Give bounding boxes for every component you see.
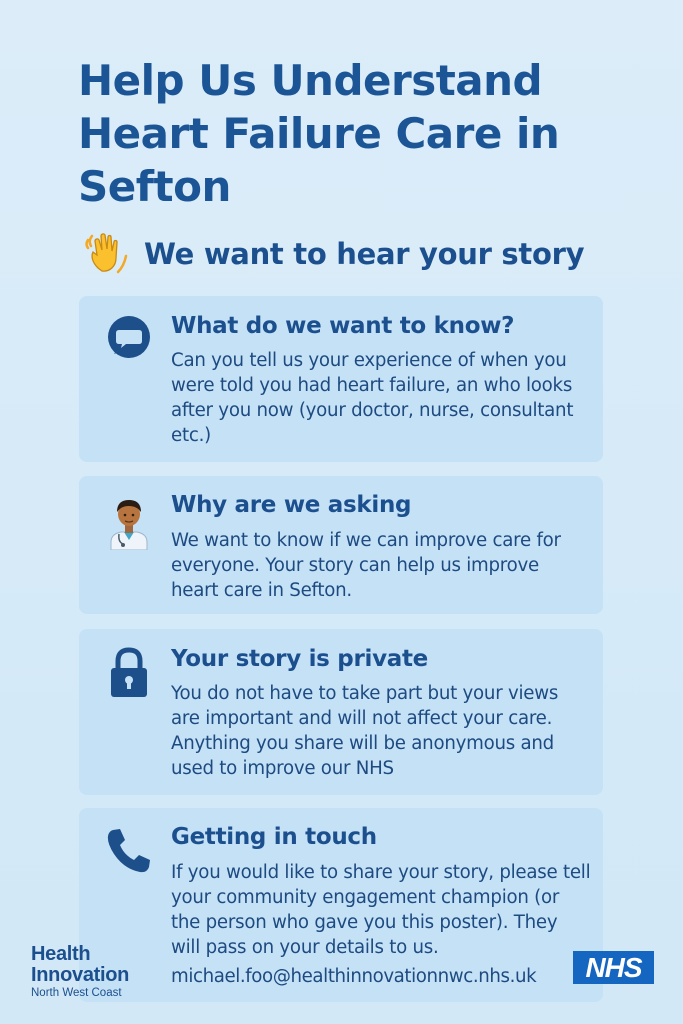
card-getting-in-touch: [79, 808, 603, 1002]
card-heading: Why are we asking: [171, 492, 412, 518]
nhs-logo-text: NHS: [585, 951, 642, 983]
logo-line-3: North West Coast: [31, 987, 122, 999]
contact-email-link[interactable]: michael.foo@healthinnovationnwc.nhs.uk: [171, 966, 537, 987]
logo-line-2: Innovation: [31, 964, 130, 986]
phone-icon: [103, 826, 155, 878]
card-body: We want to know if we can improve care for everyone. Your story can help us improve heart care in Sefton.: [171, 530, 561, 601]
padlock-icon: [103, 647, 155, 699]
speech-bubble-icon: [103, 314, 155, 366]
logo-line-1: Health: [31, 943, 91, 965]
card-what-we-want-to-know: [79, 296, 603, 462]
waving-hand-icon: [82, 228, 130, 280]
card-heading: Your story is private: [171, 646, 428, 672]
card-body: You do not have to take part but your views are important and will not affect your care. Anything you share will be anonymous and used to improve our NHS: [171, 683, 559, 779]
subtitle-row: [82, 228, 584, 280]
card-body: Can you tell us your experience of when you were told you had heart failure, an who looks after you now (your doctor, nurse, consultant etc.): [171, 350, 574, 446]
card-your-story-is-private: [79, 629, 603, 795]
card-heading: Getting in touch: [171, 824, 377, 850]
health-worker-icon: [103, 494, 155, 546]
card-why-are-we-asking: [79, 476, 603, 614]
subtitle: We want to hear your story: [144, 237, 585, 271]
nhs-logo: [573, 951, 654, 984]
health-innovation-logo: [31, 944, 129, 1000]
card-heading: What do we want to know?: [171, 313, 515, 339]
card-body: If you would like to share your story, please tell your community engagement champion (or the person who gave you this poster). They will pass on your details to us.: [171, 862, 591, 958]
poster-title: Help Us Understand Heart Failure Care in Sefton: [78, 56, 560, 211]
